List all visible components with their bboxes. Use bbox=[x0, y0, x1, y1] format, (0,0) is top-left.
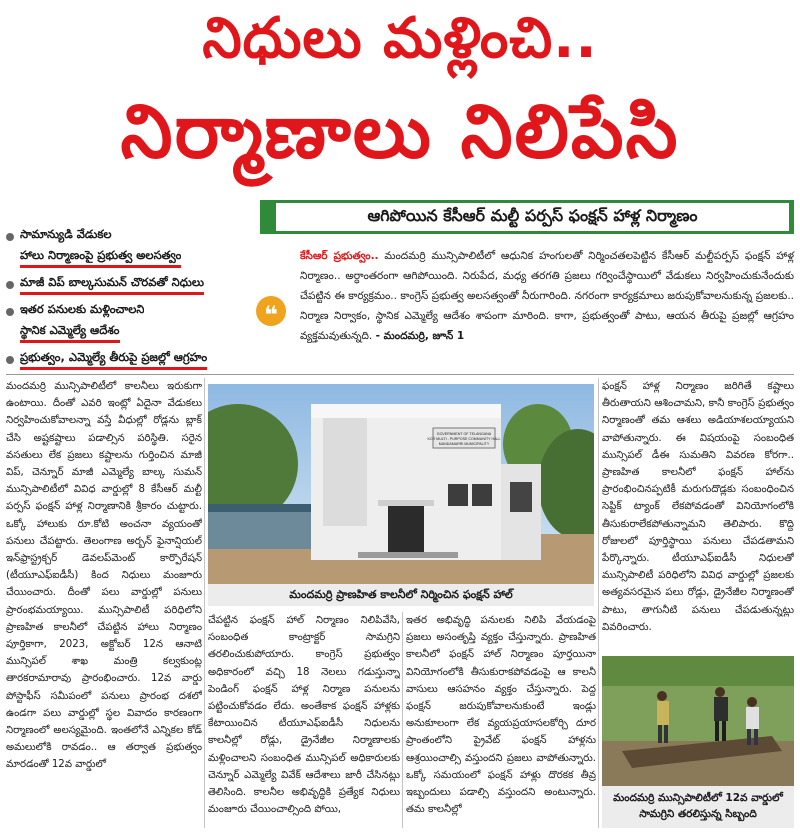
key-point-line: ఇతర పనులకు మళ్లించాలని bbox=[20, 302, 145, 316]
photo-caption: మందమర్రి ప్రాణహిత కాలనీలో నిర్మించిన ఫంక్షన్ హాల్ bbox=[208, 584, 594, 606]
quote-icon: ❝ bbox=[256, 296, 286, 326]
key-points bbox=[6, 226, 250, 376]
workers-photo bbox=[602, 656, 794, 786]
column-rule bbox=[204, 378, 205, 828]
key-point-line: సామాన్యుడి వేడుకల bbox=[20, 227, 112, 241]
bullet-icon bbox=[6, 308, 14, 316]
lede-body: మందమర్రి మున్సిపాలిటీలో ఆధునిక హంగులతో నిర్మించతలపెట్టిన కేసీఆర్ మల్టీపర్పస్ ఫంక్షన్ హాళ్ల నిర్మాణం.. అర్ధాంతరంగా ఆగిపోయింది. నిరుపేద, మధ్య తరగతి ప్రజలు గర్వించేస్థాయిలో వేడుకలు నిర్వహించుకునేందుకు చేపట్టిన ఈ కార్యక్రమం.. కాంగ్రెస్ ప్రభుత్వ అలసత్వంతో నీరుగారింది. నగరంగా కార్యక్రమాలు జరుపుకోవాలనుకున్న ప్రజలకు.. నిర్మాణ నిర్వాకం, స్థానిక ఎమ్మెల్యే ఆదేశం శాపంగా మారింది. కాగా, ప్రభుత్వంతో పాటు, ఆయన తీరుపై ప్రజల్లో ఆగ్రహం వ్యక్తమవుతున్నది. bbox=[300, 250, 794, 342]
workers-photo-caption bbox=[602, 786, 794, 828]
column-rule bbox=[402, 612, 403, 828]
sign-line-1: GOVERNMENT OF TELANGANA bbox=[436, 432, 492, 436]
lede-paragraph bbox=[300, 246, 794, 346]
key-point bbox=[6, 349, 250, 370]
function-hall-image bbox=[208, 384, 594, 584]
bullet-icon bbox=[6, 233, 14, 241]
place-date: - మందమర్రి, జూన్ 1 bbox=[375, 330, 465, 342]
column-rule bbox=[598, 378, 599, 828]
bullet-icon bbox=[6, 281, 14, 289]
key-point-line: ప్రభుత్వం, ఎమ్మెల్యే తీరుపై ప్రజల్లో ఆగ్రహం bbox=[20, 349, 207, 370]
caption-line: సామగ్రిని తరలిస్తున్న సిబ్బంది bbox=[639, 808, 757, 820]
workers-image bbox=[602, 656, 794, 786]
key-point bbox=[6, 226, 250, 268]
headline-line-2: నిర్మాణాలు నిలిపేసి bbox=[120, 89, 680, 175]
article-column-3: ఇతర అభివృద్ధి పనులకు నిలిపి వేయడంపై ప్రజలు అసంతృప్తి వ్యక్తం చేస్తున్నారు. ప్రాణహిత కాలనీలో ఫంక్షన్ హాల్ నిర్మాణం పూర్తయినా వినియోగంలోకి తీసుకురాకపోవడంపై ఆ కాలనీ వాసులు ఆసహనం వ్యక్తం చేస్తున్నారు. పెద్ద ఫంక్షన్ జరుపుకోవాలనుకుంటే ఇండ్లు అనుకూలంగా లేక వ్యయప్రయాసలకోర్చి దూర ప్రాంతంలోని ప్రైవేట్ ఫంక్షన్ హాళ్లను ఆశ్రయించాల్సి వస్తుందని ప్రజలు వాపోతున్నారు. ఒక్కో సమయంలో ఫంక్షన్ హాళ్లు దొరకక తీవ్ర ఇబ్బందులు పడాల్సి వస్తుందని అంటున్నారు. తమ కాలనీల్లో bbox=[406, 615, 596, 816]
sign-line-2: KCR MULTI - PURPOSE COMMUNITY HALL bbox=[427, 437, 501, 441]
article-column-2: చేపట్టిన ఫంక్షన్ హాల్ నిర్మాణం నిలిపివేసి, సంబంధిత కాంట్రాక్టర్ సామగ్రిని తరలించుకుపోయారు. కాంగ్రెస్ ప్రభుత్వం అధికారంలో వచ్చి 18 నెలలు గడుస్తున్నా పెండింగ్ ఫంక్షన్ హాళ్ల నిర్మాణ పనులను పట్టించుకోవడం లేదు. అంతేకాక ఫంక్షన్ హాళ్లకు కేటాయించిన టీయూఎఫ్ఐడీసీ నిధులను కాలనీల్లో రోడ్లు, డ్రైనేజీల నిర్మాణాలకు మళ్లించాలని సంబంధిత మున్సిపల్ అధికారులకు చెన్నూర్ ఎమ్మెల్యే వివేక్ ఆదేశాలు జారీ చేసినట్లు తెలిసింది. కాలనీల అభివృద్ధికి ప్రత్యేక నిధులు మంజూరు చేయించాల్సింది పోయి, bbox=[208, 615, 400, 816]
sign-line-3: MANDAMARRI MUNICIPALITY bbox=[438, 442, 490, 446]
key-point-line: స్థానిక ఎమ్మెల్యే ఆదేశం bbox=[20, 322, 120, 343]
key-point bbox=[6, 274, 250, 295]
article-column-4: ఫంక్షన్ హాళ్ల నిర్మాణం జరిగితే కష్టాలు తీరుతాయని ఆశించామని, కానీ కాంగ్రెస్ ప్రభుత్వం నిర్మాణంతో తమ ఆశలు అడియాశలయ్యాయని వాపోతున్నారు. ఈ విషయంపై సంబంధిత మున్సిపల్ డీఈ సుమతిని వివరణ కోరగా.. ప్రాణహిత కాలనీలో ఫంక్షన్ హాల్‌ను ప్రారంభించినప్పటికీ మరుగుదొడ్లకు సంబంధించిన సెప్టిక్ ట్యాంక్ లేకపోవడంతో వినియోగంలోకి తీసుకురాలేకపోతున్నామని తెలిపారు. కొద్ది రోజులలో పూర్తిస్థాయి పనులు చేపడతామని పేర్కొన్నారు. టీయూఎఫ్ఐడీసీ నిధులతో మున్సిపాలిటీ పరిధిలోని వివిధ వార్డుల్లో ప్రజలకు అత్యవసరమైన పలు రోడ్లు, డ్రైనేజీల నిర్మాణంతో పాటు, తాగునీటి పనులు చేపడుతున్నట్లు వివరించారు. bbox=[602, 381, 794, 633]
key-point-line: హాలు నిర్మాణంపై ప్రభుత్వ అలసత్వం bbox=[20, 247, 181, 268]
key-point-line: మాజీ విప్ బాల్కసుమన్ చొరవతో నిధులు bbox=[20, 274, 204, 295]
function-hall-photo bbox=[208, 384, 594, 584]
headline-line-1: నిధులు మళ్లించి.. bbox=[202, 6, 598, 71]
bullet-icon bbox=[6, 356, 14, 364]
divider bbox=[6, 374, 794, 375]
key-point bbox=[6, 301, 250, 343]
caption-line: మందమర్రి మున్సిపాలిటీలో 12వ వార్డులో bbox=[613, 792, 783, 804]
article-column-1: మందమర్రి మున్సిపాలిటీలో కాలనీలు ఇరుకుగా ఉంటాయి. దీంతో ఎవరి ఇంట్లో ఏదైనా వేడుకలు నిర్వహించుకోవాలన్నా వస్తే వీధుల్లో రోడ్లను బ్లాక్ చేసి అష్టకష్టాలు పడాల్సిన పరిస్థితి. సరైన వసతులు లేక ప్రజలు కష్టాలను గుర్తించిన మాజీ విప్, చెన్నూర్ మాజీ ఎమ్మెల్యే బాల్క సుమన్ మున్సిపాలిటీలో వివిధ వార్డుల్లో 8 కేసీఆర్ మల్టీ పర్పస్ ఫంక్షన్ హాళ్ల నిర్మాణానికి శ్రీకారం చుట్టారు. ఒక్కో హాలుకు రూ.కోటి అంచనా వ్యయంతో పనులు చేపట్టారు. తెలంగాణ అర్బన్ ఫైనాన్షియల్ ఇన్‌ఫ్రాస్ట్రక్చర్ డెవలప్‌మెంట్ కార్పొరేషన్ (టీయూఎఫ్ఐడీసీ) కింద నిధులు మంజూరు చేయించారు. దీంతో పలు వార్డుల్లో పనులు ప్రారంభమయ్యాయి. మున్సిపాలిటీ పరిధిలోని ప్రాణహిత కాలనీలో చేపట్టిన హాలు నిర్మాణం పూర్తికాగా, 2023, అక్టోబర్ 12న ఆనాటి మున్సిపల్ శాఖ మంత్రి కల్వకుంట్ల తారకరామారావు ప్రారంభించారు. 12వ వార్డు పోస్టాఫీస్ సమీపంలో పనులు ప్రారంభ దశలో ఉండగా పలు వార్డుల్లో స్థల వివాదం కారణంగా నిర్మాణంలో అలస్యమైంది. ఇంతలోనే ఎన్నికల కోడ్ అమలులోకి రావడం.. ఆ తర్వాత ప్రభుత్వం మారడంతో 12వ వార్డులో bbox=[6, 381, 202, 771]
subheadline: ఆగిపోయిన కేసీఆర్ మల్టీ పర్పస్ ఫంక్షన్ హాళ్ల నిర్మాణం bbox=[262, 200, 792, 234]
dateline: కేసీఆర్ ప్రభుత్వం.. bbox=[300, 250, 379, 262]
